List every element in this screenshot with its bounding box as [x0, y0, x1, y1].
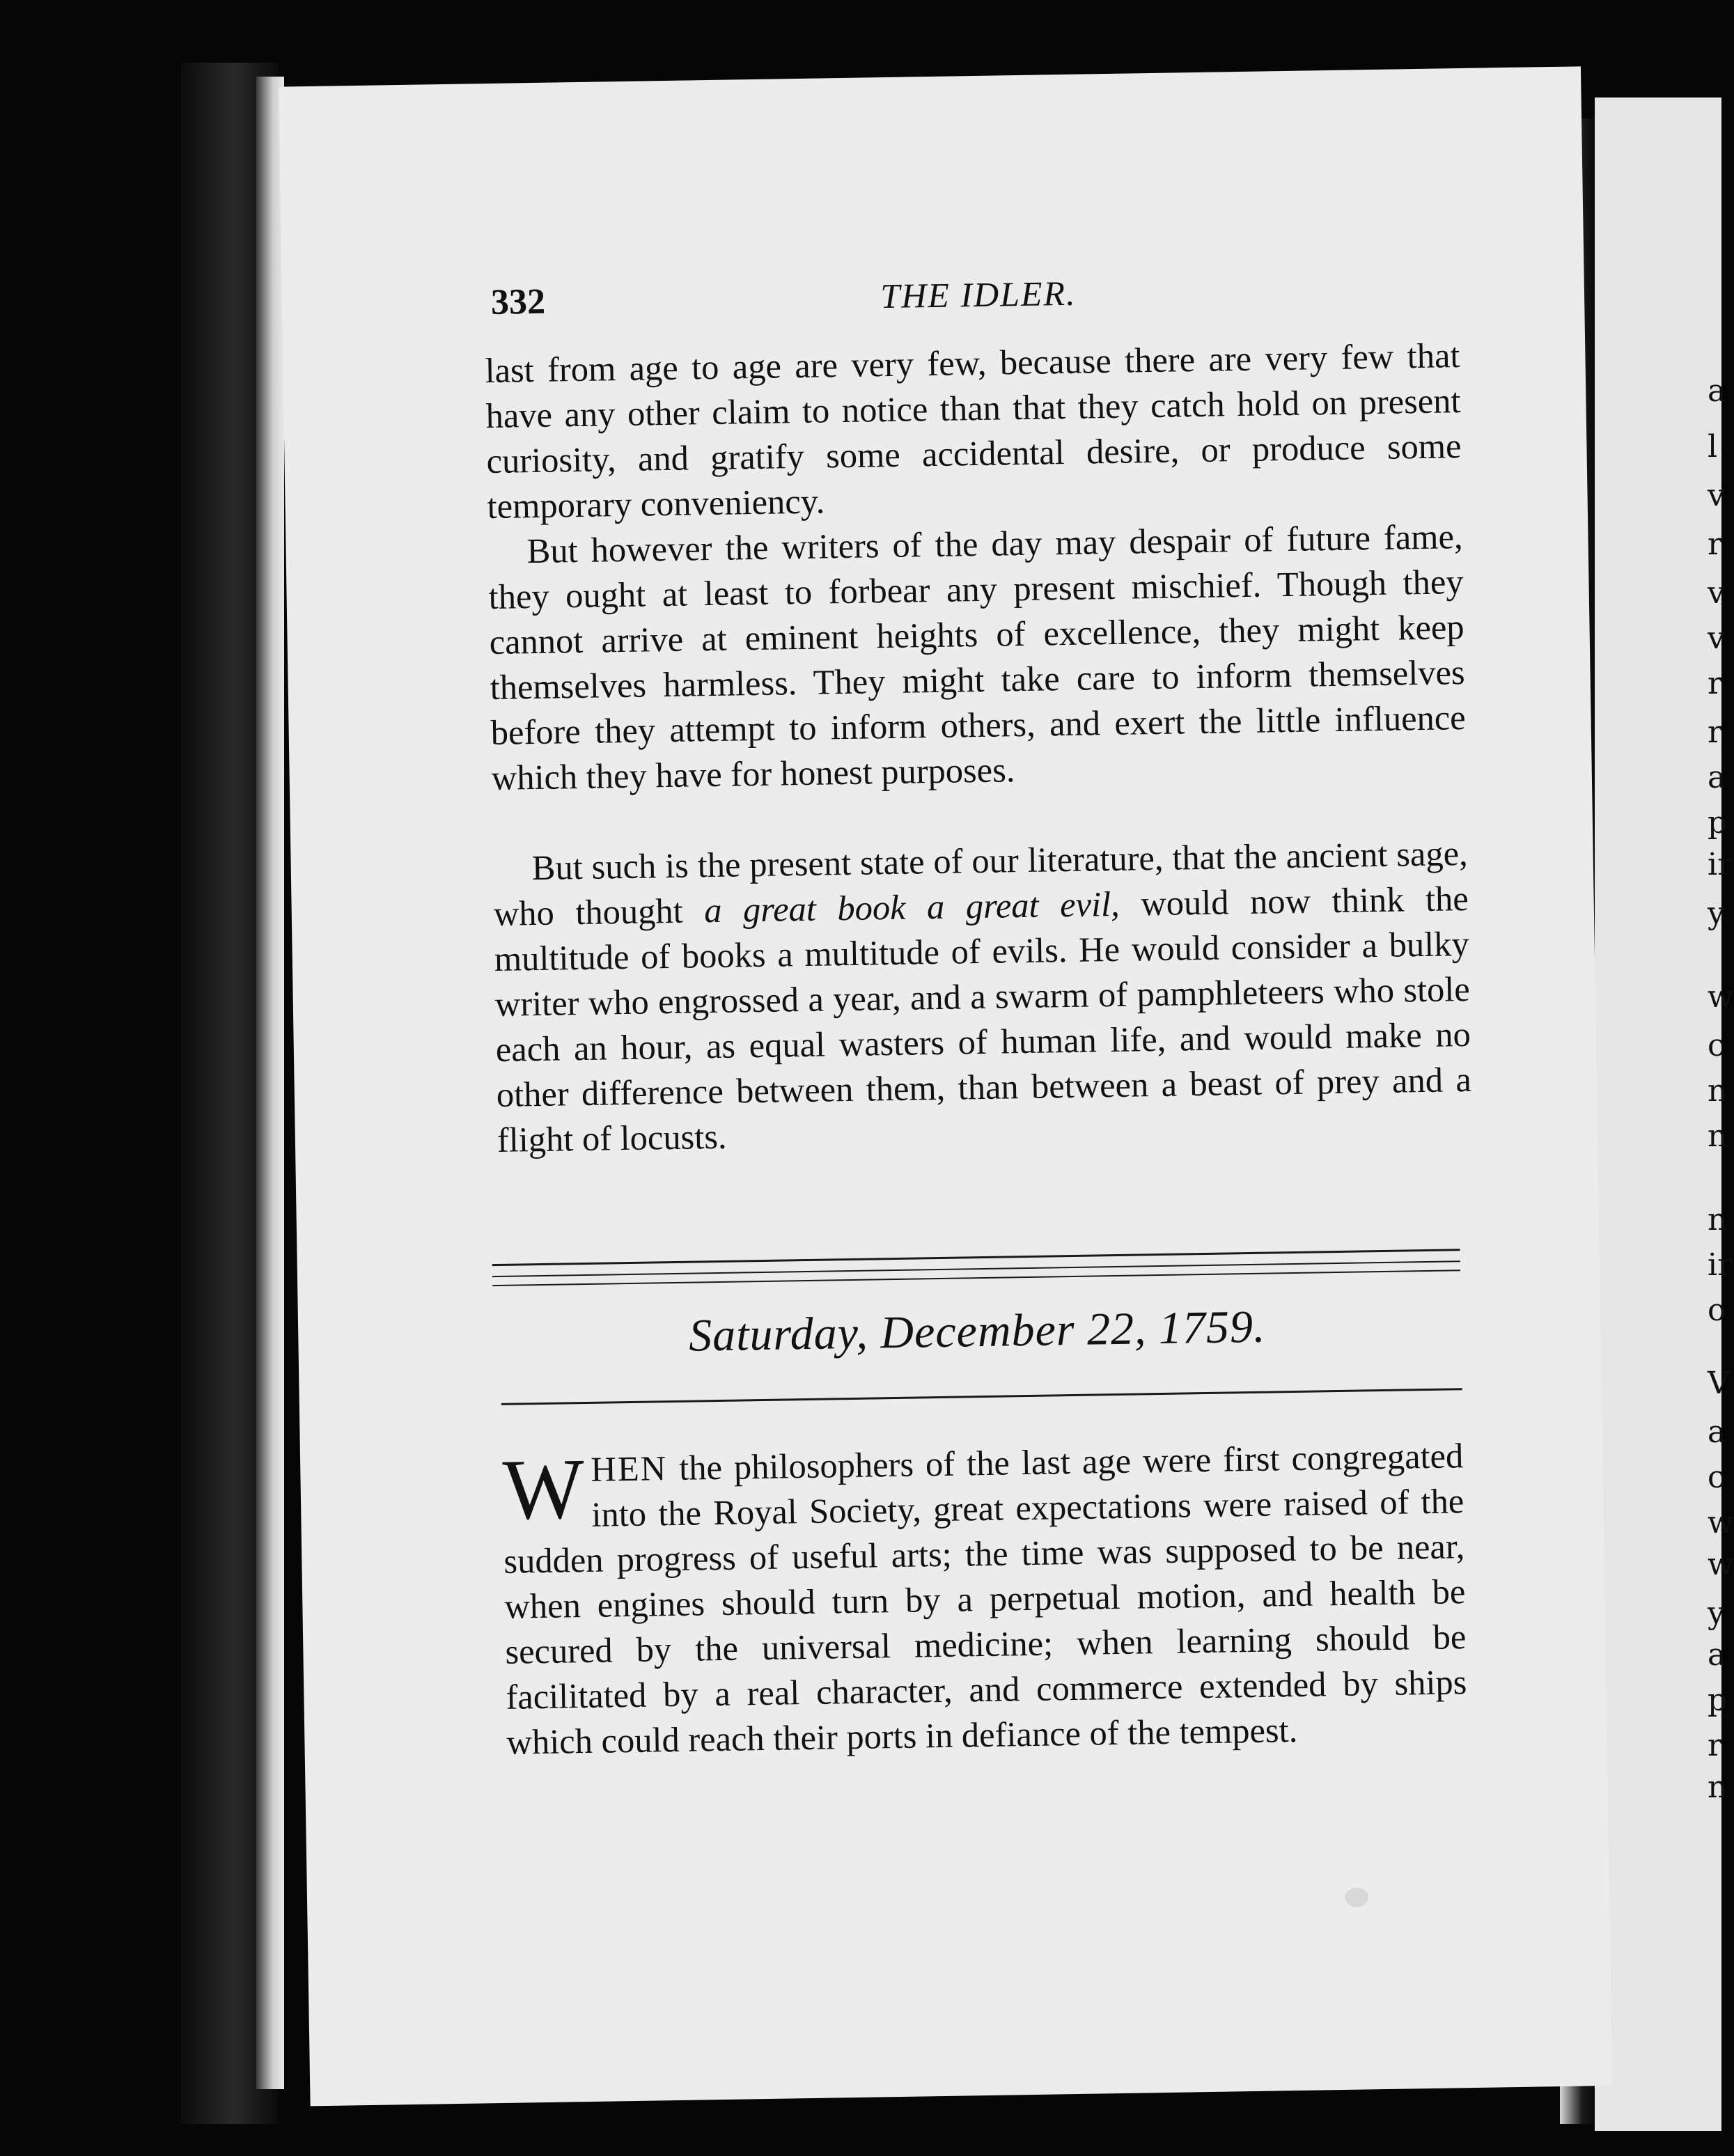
facing-page-fragment: v	[1708, 620, 1725, 656]
section-date-heading: Saturday, December 22, 1759.	[688, 1301, 1267, 1361]
facing-page-fragment: o	[1708, 1292, 1726, 1328]
book-page	[279, 66, 1612, 2106]
facing-page-fragment: w	[1708, 979, 1734, 1015]
facing-page-fragment: r	[1708, 666, 1723, 701]
facing-page-fragment: V	[1708, 1366, 1730, 1401]
facing-page-fragment: p	[1708, 805, 1728, 841]
facing-page-fragment: a	[1708, 1637, 1726, 1673]
facing-page-fragment: n	[1708, 1118, 1728, 1154]
paragraph-3	[492, 831, 1472, 1163]
facing-page-fragment: r	[1708, 526, 1723, 562]
paragraph-2: But however the writers of the day may despair of future fame, they ought at least to forbear any present mischief. Though they cannot arrive at eminent heights of excellence, they might keep themselves harmless. They might take care to inform themselves before they attempt to inform others, and exert the little influence which they have for honest purposes.	[488, 517, 1466, 798]
scan-speck	[1345, 1887, 1368, 1907]
facing-page-fragment: y	[1708, 896, 1725, 931]
facing-page-fragment: r	[1708, 714, 1723, 750]
facing-page	[1595, 97, 1721, 2131]
facing-page-fragment: a	[1708, 1414, 1726, 1450]
facing-page-fragment: v	[1708, 478, 1725, 513]
page-header	[491, 267, 1467, 324]
paragraph-1: last from age to age are very few, because there are very few that have any other claim to notice than that they catch hold on present curiosity, and gratify some accidental desire, or produce some temporary conveniency.	[485, 336, 1462, 526]
essay-lead-word: HEN	[590, 1448, 668, 1489]
page-number: 332	[490, 281, 546, 322]
facing-page-fragment: p	[1708, 1682, 1728, 1718]
facing-page-fragment: c	[1708, 1460, 1725, 1495]
running-title: THE IDLER.	[880, 273, 1077, 316]
paragraph-3-text-a: But such is the present state of our literature, that the ancient sage, who thought	[493, 834, 1469, 933]
paragraph-3-text-b: would now think the multitude of books a multitude of evils. He would consider a bulky writer who engrossed a year, and a swarm of pamphleteers who stole each an hour, as equal wasters of human life, and would make no other difference between them, than between a beast of prey and a flight of locusts.	[494, 878, 1472, 1159]
facing-page-fragment: n	[1708, 1073, 1728, 1109]
facing-page-fragment: n	[1708, 1770, 1728, 1805]
facing-page-fragment: a	[1708, 760, 1726, 795]
facing-page-fragment: ir	[1708, 847, 1733, 882]
facing-page-fragment: n	[1708, 1202, 1728, 1237]
facing-page-fragment: v	[1708, 575, 1725, 611]
facing-page-fragment: l	[1708, 429, 1718, 464]
page-edge	[256, 77, 284, 2089]
section-rule-double-lower	[492, 1270, 1460, 1286]
facing-page-fragment: y	[1708, 1595, 1725, 1631]
drop-cap: W	[501, 1441, 585, 1538]
facing-page-fragment: c	[1708, 1028, 1725, 1063]
facing-page-fragment: w	[1708, 1505, 1734, 1540]
paragraph-3-italic-quote: a great book a great evil,	[703, 884, 1120, 930]
essay-text: the philosophers of the last age were first congregated into the Royal Society, great expectations were raised of the sudden progress of useful arts; the time was supposed to be near, when engines should turn by a perpetual motion, and health be secured by the universal medicine; when learning should be facilitated by a real character, and commerce extended by ships which could reach their ports in defiance of the tempest.	[503, 1436, 1467, 1762]
essay-opening-paragraph	[502, 1433, 1468, 1765]
facing-page-fragment: r	[1708, 1728, 1723, 1763]
facing-page-fragment: ir	[1708, 1247, 1733, 1283]
section-rule-bottom	[501, 1388, 1462, 1405]
facing-page-fragment: w	[1708, 1547, 1734, 1582]
facing-page-fragment: a	[1708, 373, 1726, 409]
